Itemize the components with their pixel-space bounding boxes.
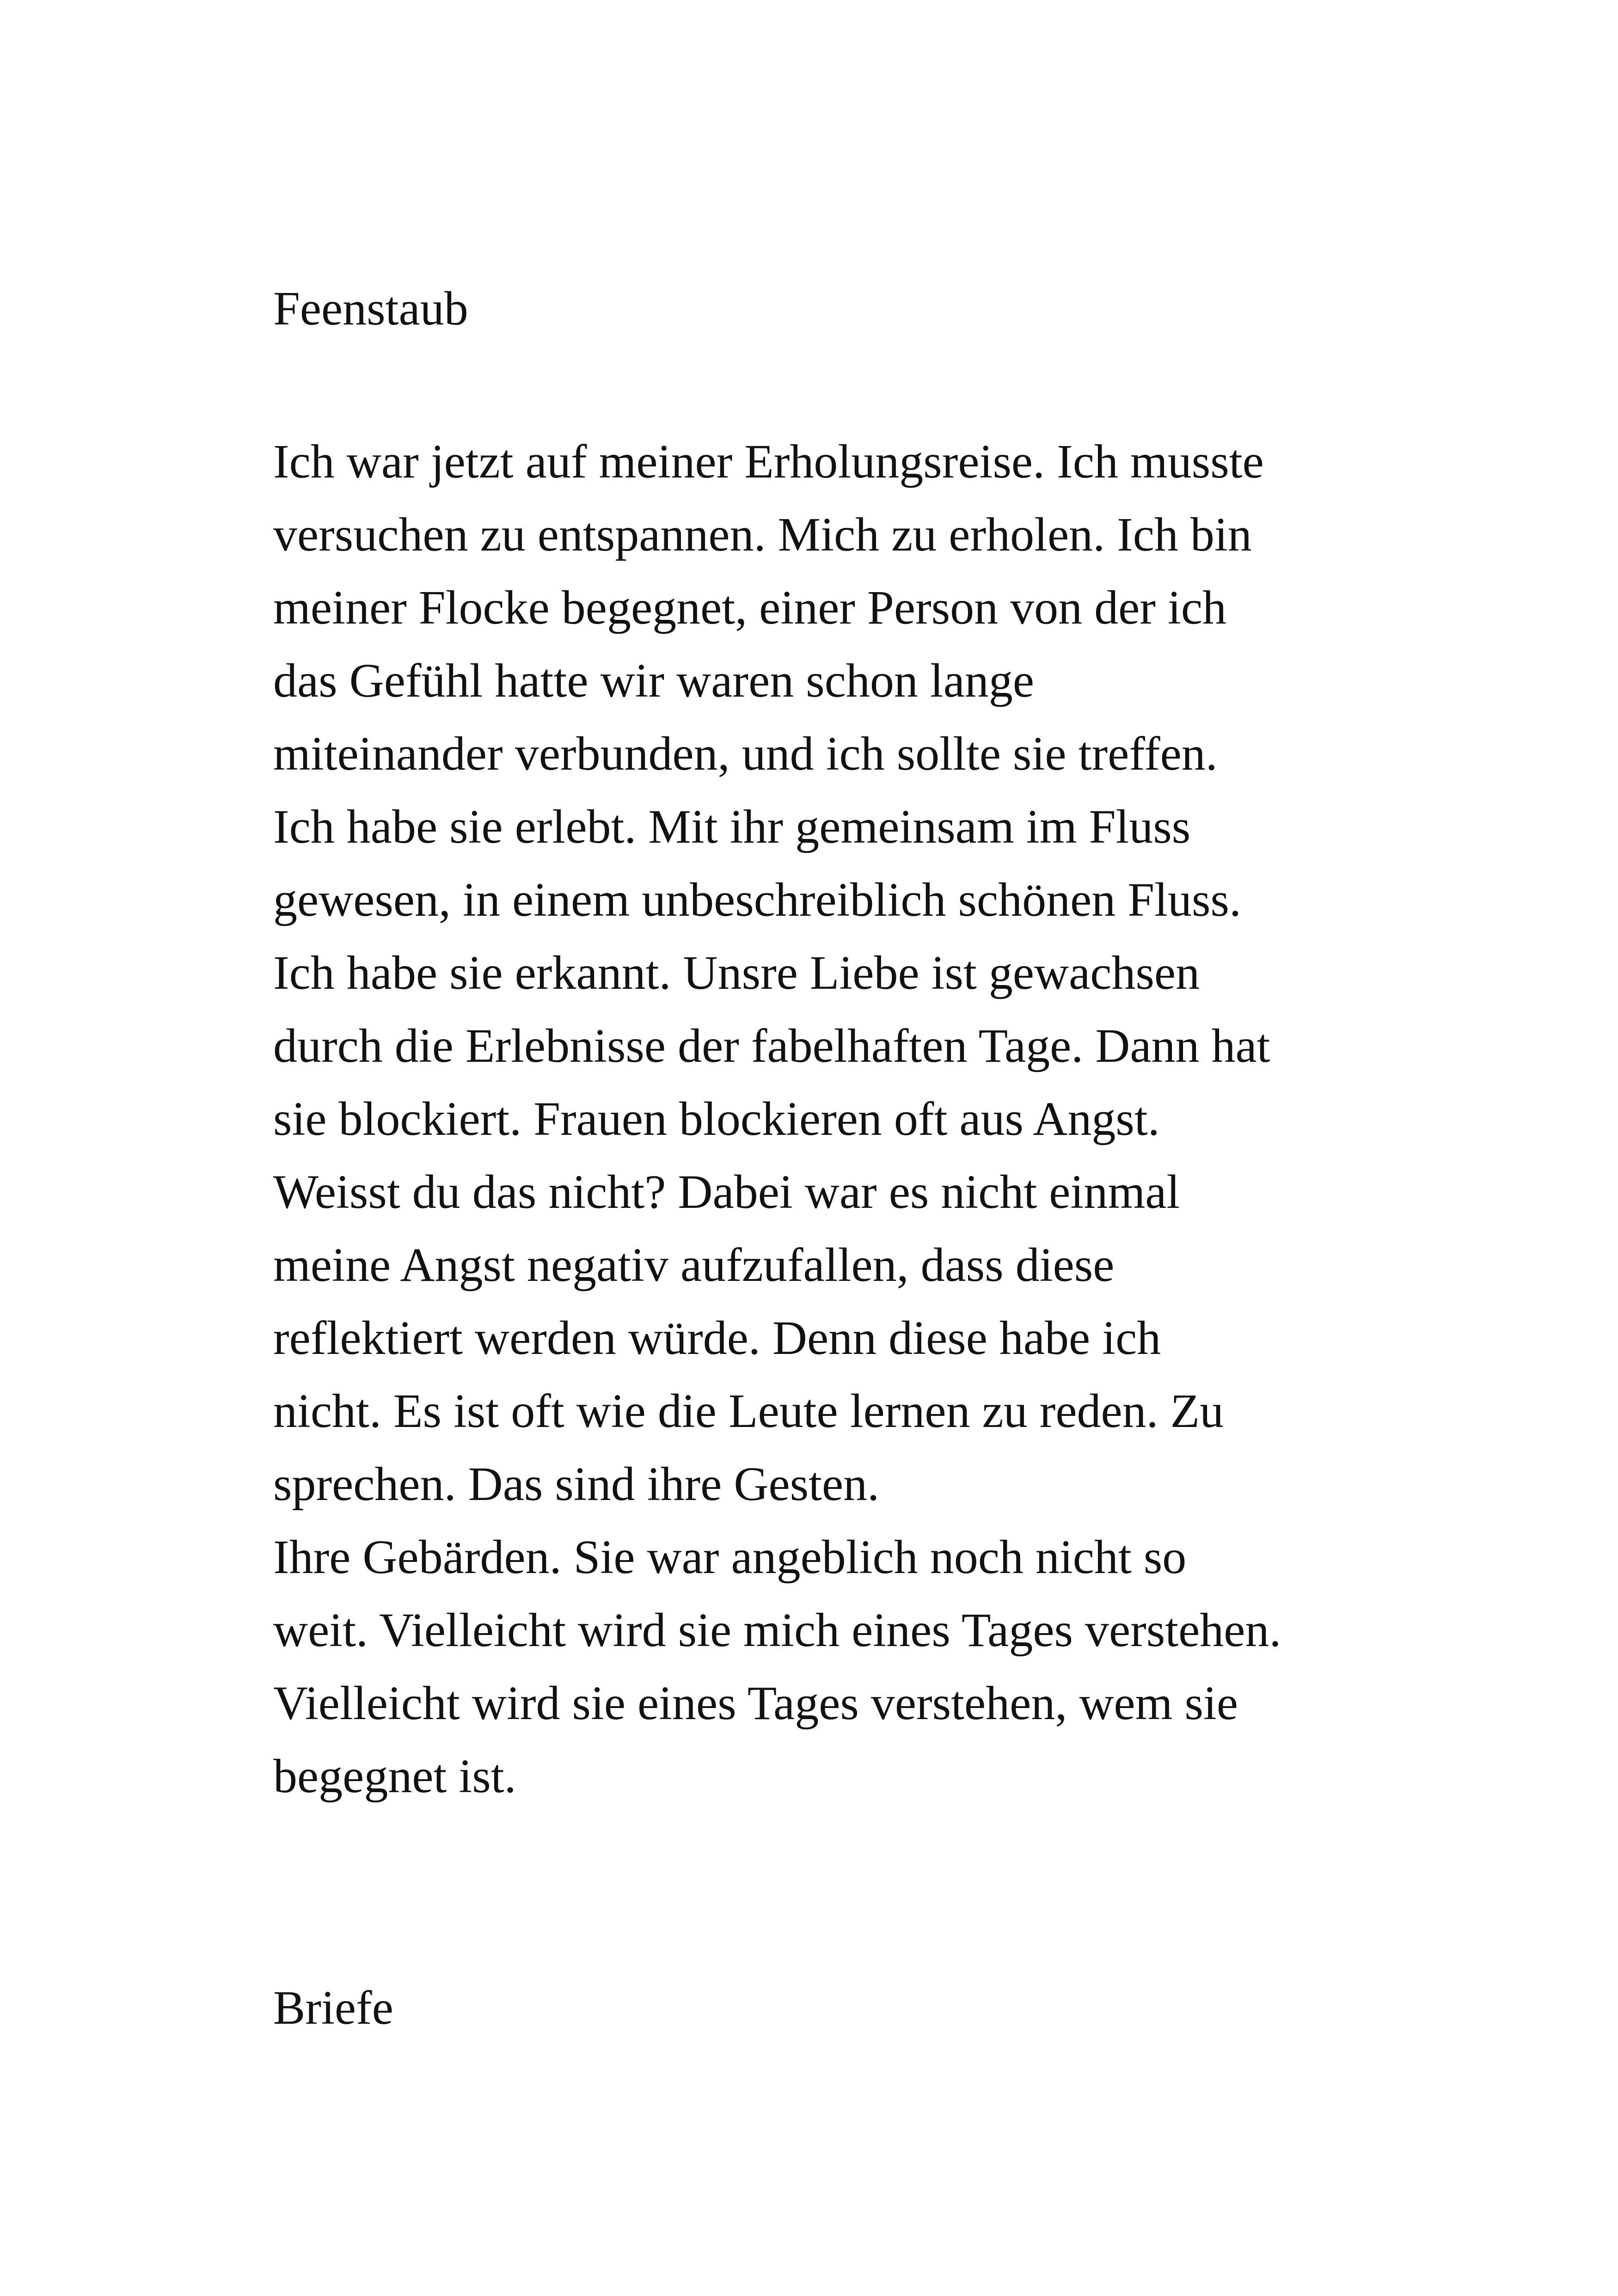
body-line: das Gefühl hatte wir waren schon lange <box>273 654 1035 707</box>
body-line: gewesen, in einem unbeschreiblich schönen Fluss. <box>273 873 1241 926</box>
next-section-title: Briefe <box>273 1981 393 2034</box>
body-line: Ich habe sie erkannt. Unsre Liebe ist gewachsen <box>273 946 1200 999</box>
body-line: sie blockiert. Frauen blockieren oft aus Angst. <box>273 1092 1160 1145</box>
body-line: Vielleicht wird sie eines Tages verstehen, wem sie <box>273 1677 1238 1730</box>
body-line: weit. Vielleicht wird sie mich eines Tages verstehen. <box>273 1604 1281 1657</box>
body-line: nicht. Es ist oft wie die Leute lernen zu reden. Zu <box>273 1384 1224 1438</box>
body-line: meiner Flocke begegnet, einer Person von der ich <box>273 581 1226 634</box>
body-line: reflektiert werden würde. Denn diese habe ich <box>273 1311 1161 1365</box>
body-line: sprechen. Das sind ihre Gesten. <box>273 1457 880 1511</box>
body-line: Ich war jetzt auf meiner Erholungsreise. Ich musste <box>273 435 1264 488</box>
body-line: begegnet ist. <box>273 1750 516 1803</box>
body-line: meine Angst negativ aufzufallen, dass diese <box>273 1238 1115 1292</box>
body-line: durch die Erlebnisse der fabelhaften Tage. Dann hat <box>273 1019 1270 1072</box>
body-line: versuchen zu entspannen. Mich zu erholen. Ich bin <box>273 508 1252 561</box>
body-line: Ihre Gebärden. Sie war angeblich noch nicht so <box>273 1531 1187 1584</box>
body-line: miteinander verbunden, und ich sollte sie treffen. <box>273 727 1218 780</box>
body-line: Ich habe sie erlebt. Mit ihr gemeinsam im Fluss <box>273 800 1191 853</box>
body-line: Weisst du das nicht? Dabei war es nicht einmal <box>273 1165 1180 1218</box>
section-title: Feenstaub <box>273 282 468 335</box>
story-body <box>273 425 1429 1813</box>
